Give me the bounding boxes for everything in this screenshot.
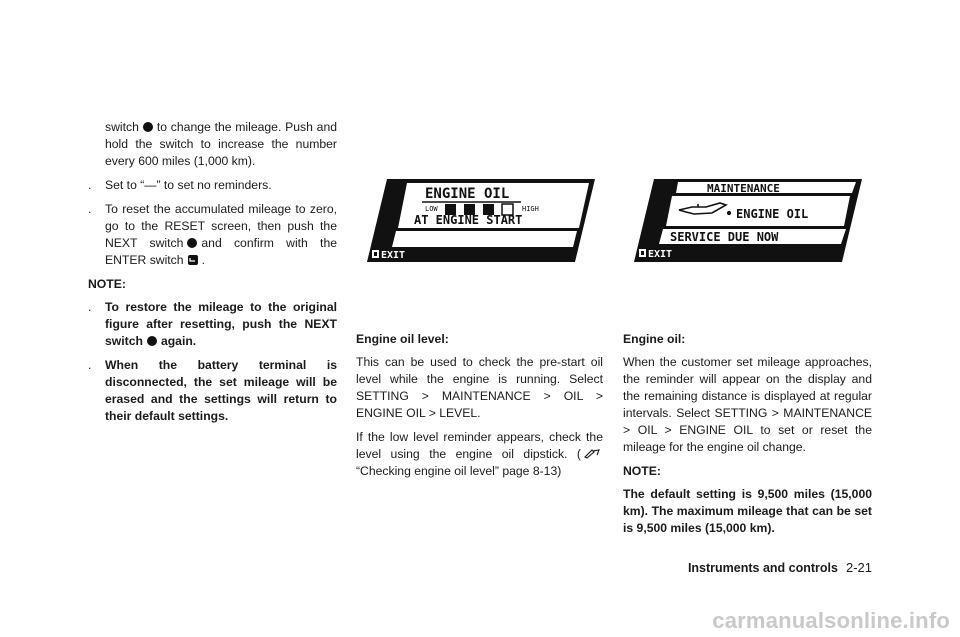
panel2-line1: ENGINE OIL xyxy=(736,207,809,221)
page-number: 2-21 xyxy=(845,560,872,575)
paragraph: If the low level reminder appears, check the level using the engine oil dipstick. (“Checking engine oil level” page 8-13) xyxy=(356,430,603,478)
middle-column xyxy=(356,331,603,487)
panel1-exit[interactable]: EXIT xyxy=(381,250,406,261)
engine-oil-level-display xyxy=(367,179,595,262)
paragraph: This can be used to check the pre-start oil level while the engine is running. Select SETTING > MAINTENANCE > OIL > ENGINE OIL > LEVEL. xyxy=(356,355,603,420)
section-title: Instruments and controls xyxy=(687,561,838,575)
note-heading: NOTE: xyxy=(623,464,661,478)
panel2-title: MAINTENANCE xyxy=(707,182,780,195)
list-item: . To restore the mileage to the original figure after resetting, push the NEXT switch again. xyxy=(88,300,337,348)
page-footer xyxy=(688,560,872,575)
low-label: LOW xyxy=(425,205,438,213)
panel1-line2: AT ENGINE START xyxy=(414,213,523,227)
watermark: carmanualsonline.info xyxy=(712,608,950,633)
paragraph: When the customer set mileage approaches, the reminder will appear on the display and the remaining distance is displayed at regular intervals. Select SETTING > MAINTENANCE > OIL > ENGINE OIL to set or reset the mileage for the engine oil change. xyxy=(623,355,872,454)
note-heading: NOTE: xyxy=(88,277,126,291)
engine-oil-heading: Engine oil: xyxy=(623,332,686,346)
next-switch-icon xyxy=(187,238,197,248)
left-column xyxy=(88,119,337,432)
switch-icon xyxy=(143,122,153,132)
note-text: The default setting is 9,500 miles (15,000 km). The maximum mileage that can be set is 9,500 miles (15,000 km). xyxy=(623,487,872,535)
list-item: . When the battery terminal is disconnected, the set mileage will be erased and the settings will return to their default settings. xyxy=(88,358,337,423)
enter-switch-icon xyxy=(187,254,199,266)
panel2-line2: SERVICE DUE NOW xyxy=(670,230,779,244)
panel2-exit[interactable]: EXIT xyxy=(648,249,673,260)
right-column xyxy=(623,331,872,544)
list-item: . Set to “—” to set no reminders. xyxy=(88,178,272,192)
continued-paragraph: switch to change the mileage. Push and hold the switch to increase the number every 600 miles (1,000 km). xyxy=(105,120,337,168)
engine-oil-level-heading: Engine oil level: xyxy=(356,332,449,346)
reference-arrow-icon xyxy=(583,448,601,459)
maintenance-display xyxy=(634,179,862,262)
exit-icon xyxy=(372,250,379,258)
next-switch-icon xyxy=(147,336,157,346)
exit-icon xyxy=(639,249,646,257)
high-label: HIGH xyxy=(522,205,539,213)
list-item: . To reset the accumulated mileage to zero, go to the RESET screen, then push the NEXT switch and confirm with the ENTER switch . xyxy=(88,202,337,267)
panel1-title: ENGINE OIL xyxy=(425,186,510,202)
